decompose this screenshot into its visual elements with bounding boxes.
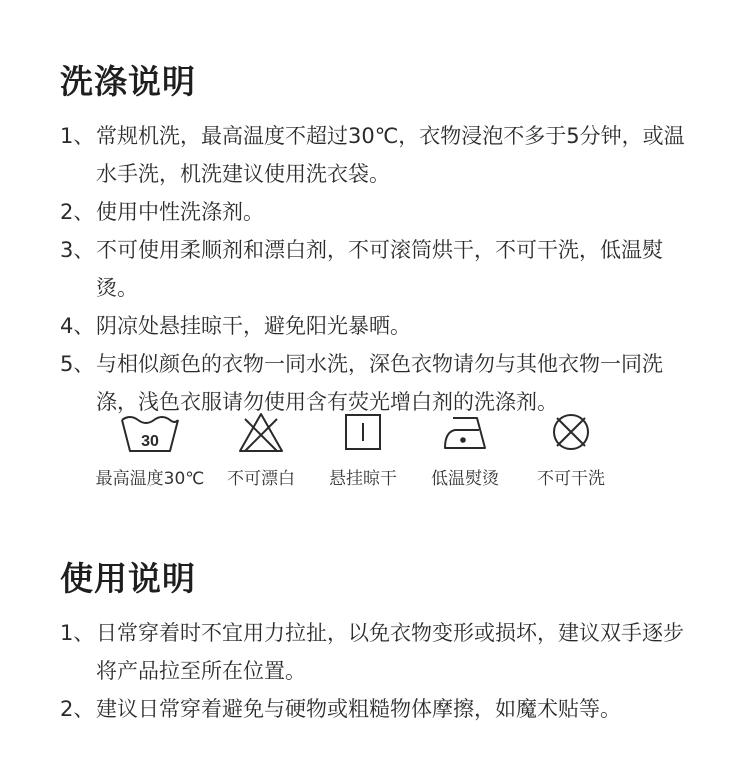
item-number: 1、 (60, 124, 95, 148)
item-text: 不可使用柔顺剂和漂白剂，不可滚筒烘干，不可干洗，低温熨烫。 (96, 238, 663, 300)
list-item (60, 193, 700, 231)
no-dry-clean-icon (549, 410, 593, 454)
item-number: 2、 (60, 697, 95, 721)
wash-30-icon (119, 410, 181, 454)
list-item (60, 614, 700, 690)
low-iron-icon (439, 410, 491, 454)
care-label: 不可漂白 (227, 469, 295, 489)
wash-temperature-value: 30 (141, 433, 159, 450)
item-text: 常规机洗，最高温度不超过30℃，衣物浸泡不多于5分钟，或温水手洗，机洗建议使用洗衣袋。 (96, 124, 685, 186)
item-number: 4、 (60, 314, 95, 338)
washing-instructions-list (60, 117, 700, 421)
care-label: 低温熨烫 (431, 469, 499, 489)
item-number: 3、 (60, 238, 95, 262)
item-text: 使用中性洗涤剂。 (96, 200, 264, 224)
no-bleach-icon (236, 410, 286, 454)
list-item (60, 117, 700, 193)
list-item (60, 307, 700, 345)
list-item (60, 690, 700, 728)
usage-title: 使用说明 (60, 559, 196, 598)
item-text: 建议日常穿着避免与硬物或粗糙物体摩擦，如魔术贴等。 (96, 697, 621, 721)
care-symbol-no-dry-clean (506, 410, 636, 489)
item-text: 阴凉处悬挂晾干，避免阳光暴晒。 (96, 314, 411, 338)
item-number: 1、 (60, 621, 95, 645)
line-dry-icon (341, 410, 385, 454)
care-label: 悬挂晾干 (329, 469, 397, 489)
item-text: 日常穿着时不宜用力拉扯，以免衣物变形或损坏，建议双手逐步将产品拉至所在位置。 (96, 621, 684, 683)
usage-instructions-list (60, 614, 700, 728)
washing-title: 洗涤说明 (60, 62, 196, 101)
item-text: 与相似颜色的衣物一同水洗，深色衣物请勿与其他衣物一同洗涤，浅色衣服请勿使用含有荧光增白剂的洗涤剂。 (96, 352, 663, 414)
list-item (60, 231, 700, 307)
item-number: 5、 (60, 352, 95, 376)
item-number: 2、 (60, 200, 95, 224)
care-symbols-row (88, 410, 628, 500)
care-label: 最高温度30℃ (95, 469, 205, 489)
care-label: 不可干洗 (537, 469, 605, 489)
